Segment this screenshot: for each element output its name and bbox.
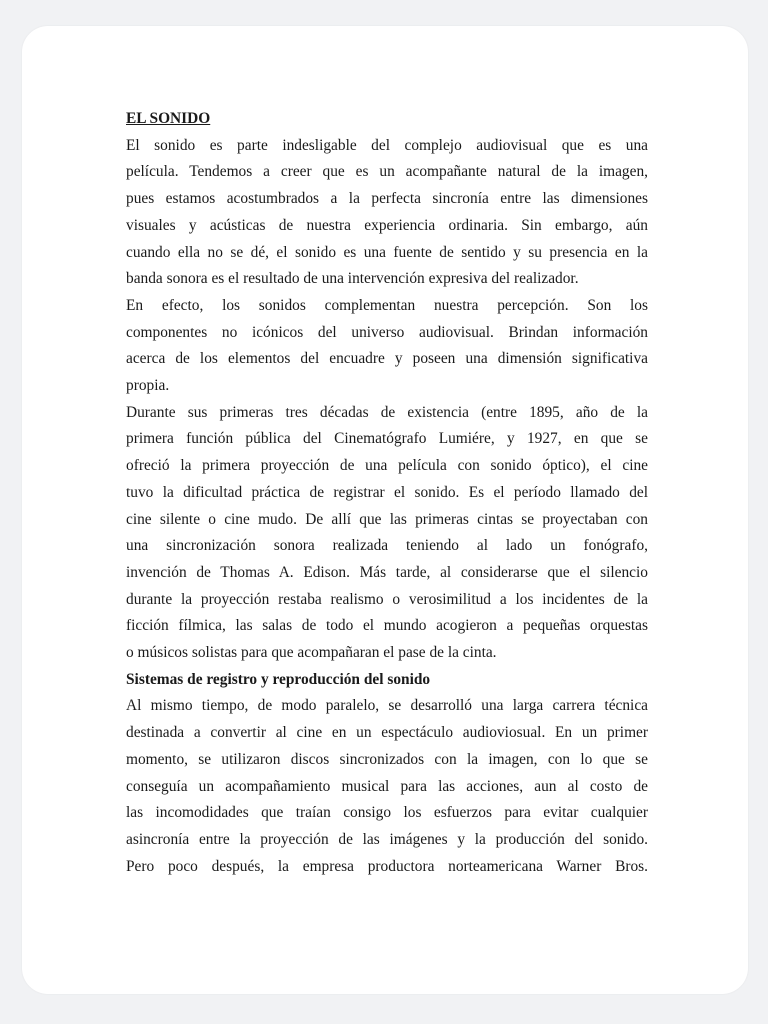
text-line: las incomodidades que traían consigo los esfuerzos para evitar cualquier [126,804,648,822]
text-line: o músicos solistas para que acompañaran el pase de la cinta. [126,644,497,662]
text-line: banda sonora es el resultado de una intervención expresiva del realizador. [126,270,579,288]
text-line: momento, se utilizaron discos sincronizados con la imagen, con lo que se [126,750,648,768]
text-line: El sonido es parte indesligable del complejo audiovisual que es una [126,136,648,154]
text-line: Al mismo tiempo, de modo paralelo, se desarrolló una larga carrera técnica [126,697,648,715]
paragraph-2 [126,293,648,400]
text-line: Durante sus primeras tres décadas de existencia (entre 1895, año de la [126,403,648,421]
document-body [126,106,648,880]
text-line: acerca de los elementos del encuadre y poseen una dimensión significativa [126,350,648,368]
paragraph-4 [126,693,648,880]
text-line: tuvo la dificultad práctica de registrar el sonido. Es el período llamado del [126,483,648,501]
text-line: película. Tendemos a creer que es un acompañante natural de la imagen, [126,163,648,181]
text-line: asincronía entre la proyección de las imágenes y la producción del sonido. [126,830,648,848]
text-line: durante la proyección restaba realismo o verosimilitud a los incidentes de la [126,590,648,608]
text-line: invención de Thomas A. Edison. Más tarde, al considerarse que el silencio [126,563,648,581]
text-line: Pero poco después, la empresa productora norteamericana Warner Bros. [126,857,648,875]
document-page [22,26,748,994]
text-line: pues estamos acostumbrados a la perfecta sincronía entre las dimensiones [126,190,648,208]
paragraph-1 [126,133,648,293]
text-line: cine silente o cine mudo. De allí que las primeras cintas se proyectaban con [126,510,648,528]
text-line: componentes no icónicos del universo audiovisual. Brindan información [126,323,648,341]
text-line: una sincronización sonora realizada teniendo al lado un fonógrafo, [126,537,648,555]
section-subheading: Sistemas de registro y reproducción del sonido [126,670,431,688]
text-line: primera función pública del Cinematógrafo Lumiére, y 1927, en que se [126,430,648,448]
paragraph-3 [126,400,648,667]
text-line: ficción fílmica, las salas de todo el mundo acogieron a pequeñas orquestas [126,617,648,635]
text-line: propia. [126,377,170,395]
text-line: En efecto, los sonidos complementan nuestra percepción. Son los [126,296,648,314]
section-heading: EL SONIDO [126,110,211,127]
text-line: destinada a convertir al cine en un espectáculo audioviosual. En un primer [126,724,648,742]
text-line: cuando ella no se dé, el sonido es una fuente de sentido y su presencia en la [126,243,648,261]
text-line: visuales y acústicas de nuestra experiencia ordinaria. Sin embargo, aún [126,216,648,234]
text-line: conseguía un acompañamiento musical para las acciones, aun al costo de [126,777,648,795]
text-line: ofreció la primera proyección de una película con sonido óptico), el cine [126,457,648,475]
